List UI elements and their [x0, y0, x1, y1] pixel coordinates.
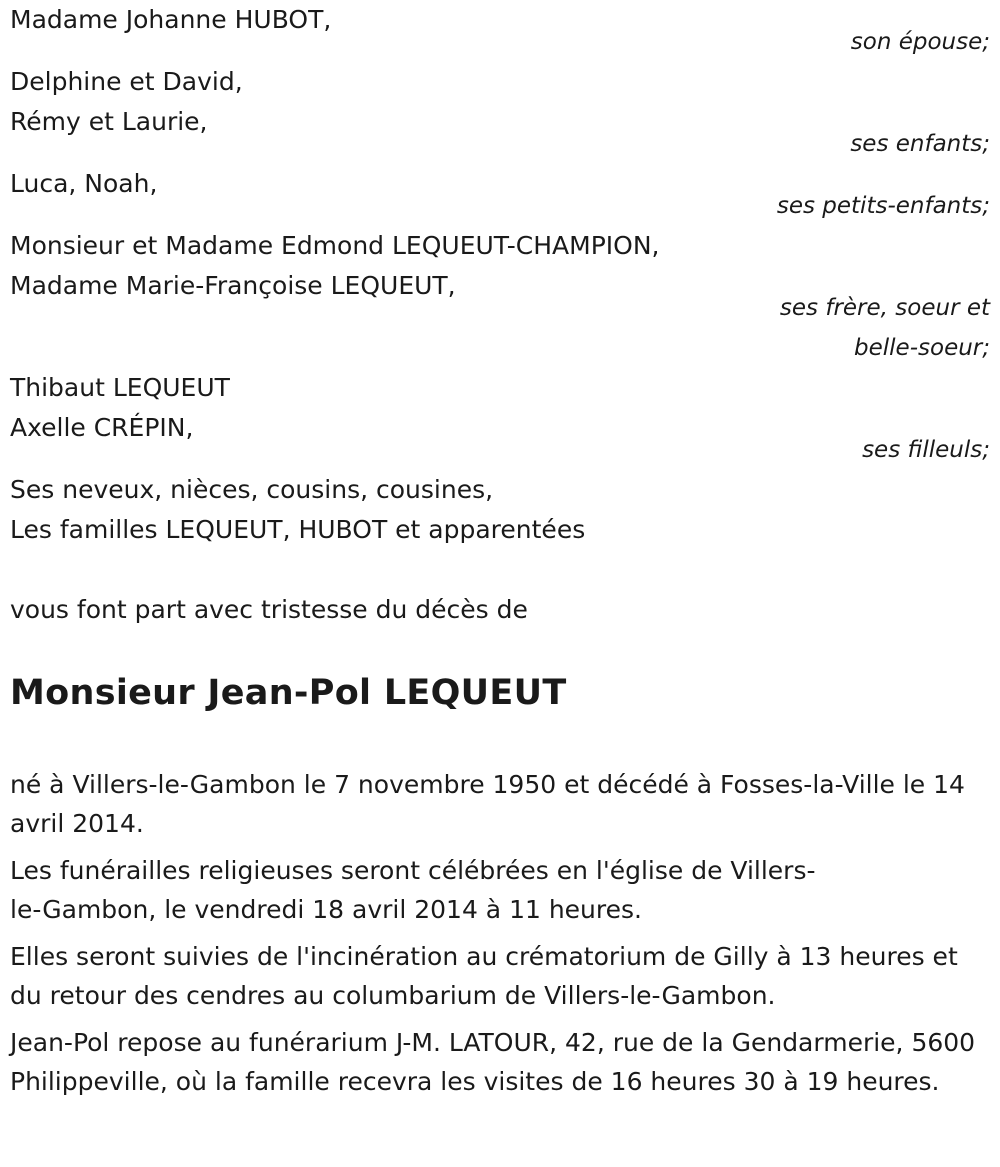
family-name: Monsieur et Madame Edmond LEQUEUT-CHAMPION, [10, 231, 660, 260]
family-role: ses petits-enfants; [776, 193, 990, 219]
family-name: Rémy et Laurie, [10, 107, 208, 136]
funeral-line: Les funérailles religieuses seront célébrées en l'église de Villers- [10, 856, 816, 885]
obituary-notice [10, 0, 990, 1101]
family-name: Axelle CRÉPIN, [10, 413, 194, 442]
family-name: Les familles LEQUEUT, HUBOT et apparentées [10, 515, 586, 544]
family-group-children [10, 62, 990, 164]
family-name: Ses neveux, nièces, cousins, cousines, [10, 475, 494, 504]
funeral-paragraph [10, 851, 990, 929]
family-role: ses filleuls; [862, 437, 990, 463]
family-role: ses frère, soeur et [779, 295, 990, 321]
family-role: son épouse; [850, 29, 990, 55]
birth-death-paragraph: né à Villers-le-Gambon le 7 novembre 1950 et décédé à Fosses-la-Ville le 14 avril 2014. [10, 770, 965, 838]
family-group-siblings [10, 226, 990, 368]
family-name: Madame Marie-Françoise LEQUEUT, [10, 271, 456, 300]
intro-text: vous font part avec tristesse du décès de [10, 595, 528, 624]
funeral-line: le-Gambon, le vendredi 18 avril 2014 à 11 heures. [10, 895, 642, 924]
cremation-paragraph: Elles seront suivies de l'incinération au crématorium de Gilly à 13 heures et du retour des cendres au columbarium de Villers-le-Gambon. [10, 942, 958, 1010]
family-name: Thibaut LEQUEUT [10, 373, 230, 402]
family-group-godchildren [10, 368, 990, 470]
visit-paragraph: Jean-Pol repose au funérarium J-M. LATOUR, 42, rue de la Gendarmerie, 5600 Philippeville, où la famille recevra les visites de 16 heures 30 à 19 heures. [10, 1028, 976, 1096]
deceased-name: Monsieur Jean-Pol LEQUEUT [10, 673, 567, 713]
family-group-spouse [10, 0, 990, 62]
family-name: Madame Johanne HUBOT, [10, 5, 332, 34]
family-role: ses enfants; [850, 131, 990, 157]
family-name: Delphine et David, [10, 67, 243, 96]
family-group-grandchildren [10, 164, 990, 226]
family-role: belle-soeur; [854, 335, 990, 361]
family-name: Luca, Noah, [10, 169, 158, 198]
family-group-extended [10, 470, 990, 550]
